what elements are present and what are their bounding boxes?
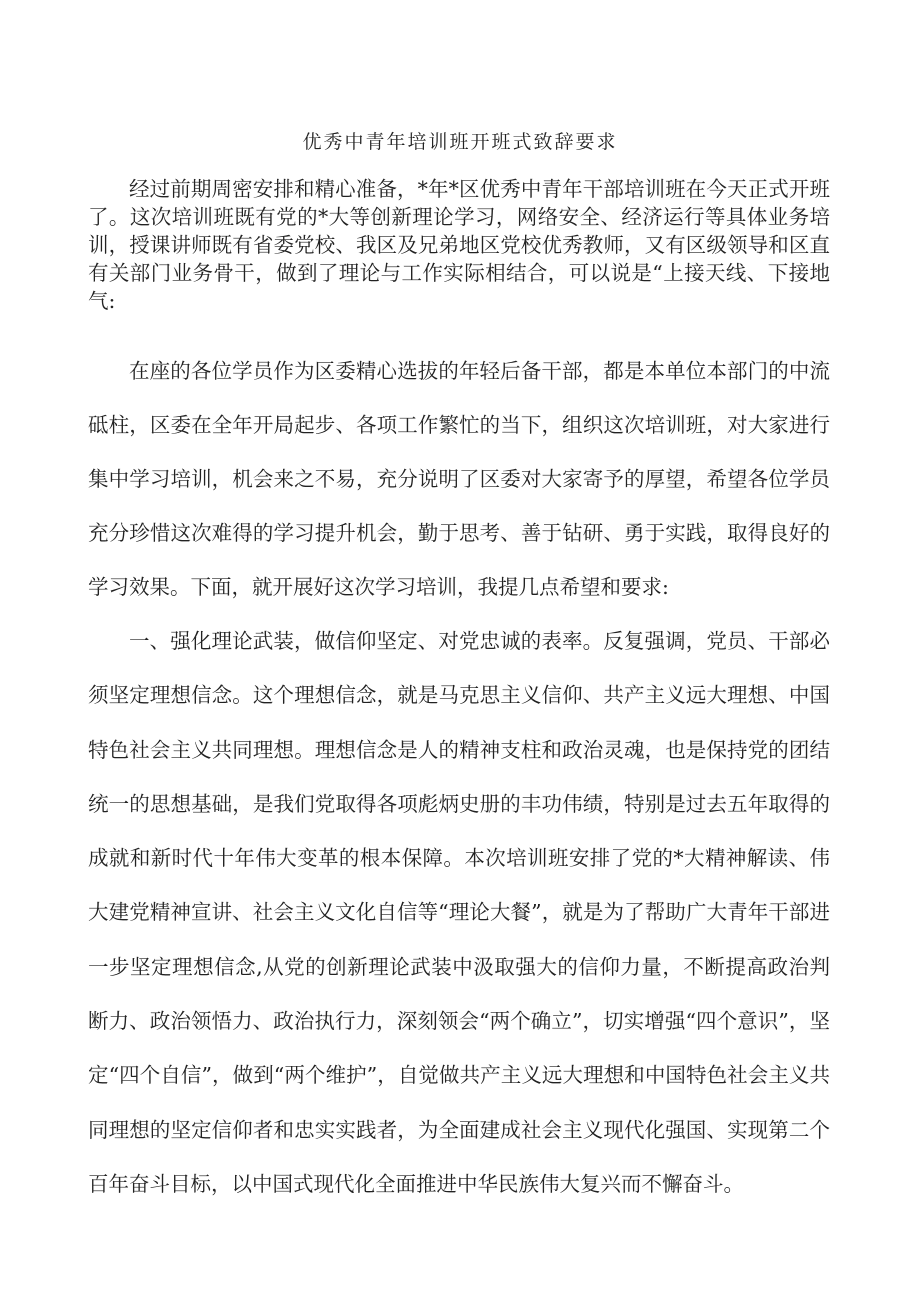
document-title: 优秀中青年培训班开班式致辞要求 bbox=[302, 131, 618, 153]
paragraph-trainees: 在座的各位学员作为区委精心选拔的年轻后备干部，都是本单位本部门的中流砥柱，区委在全年开局起步、各项工作繁忙的当下，组织这次培训班，对大家进行集中学习培训，机会来之不易，充分说明了区委对大家寄予的厚望，希望各位学员充分珍惜这次难得的学习提升机会，勤于思考、善于钻研、勇于实践，取得良好的学习效果。下面，就开展好这次学习培训，我提几点希望和要求: bbox=[88, 359, 830, 599]
paragraph-opening: 经过前期周密安排和精心准备，*年*区优秀中青年干部培训班在今天正式开班了。这次培训班既有党的*大等创新理论学习，网络安全、经济运行等具体业务培训，授课讲师既有省委党校、我区及兄弟地区党校优秀教师，又有区级领导和区直有关部门业务骨干，做到了理论与工作实际相结合，可以说是“上接天线、下接地气: bbox=[88, 177, 830, 313]
paragraph-point-one: 一、强化理论武装，做信仰坚定、对党忠诚的表率。反复强调，党员、干部必须坚定理想信念。这个理想信念，就是马克思主义信仰、共产主义远大理想、中国特色社会主义共同理想。理想信念是人的精神支柱和政治灵魂，也是保持党的团结统一的思想基础，是我们党取得各项彪炳史册的丰功伟绩，特别是过去五年取得的成就和新时代十年伟大变革的根本保障。本次培训班安排了党的*大精神解读、伟大建党精神宣讲、社会主义文化自信等“理论大餐”，就是为了帮助广大青年干部进一步坚定理想信念,从党的创新理论武装中汲取强大的信仰力量，不断提高政治判断力、政治领悟力、政治执行力，深刻领会“两个确立”，切实增强“四个意识”，坚定“四个自信”，做到“两个维护”，自觉做共产主义远大理想和中国特色社会主义共同理想的坚定信仰者和忠实实践者，为全面建成社会主义现代化强国、实现第二个百年奋斗目标，以中国式现代化全面推进中华民族伟大复兴而不懈奋斗。 bbox=[88, 629, 830, 1196]
